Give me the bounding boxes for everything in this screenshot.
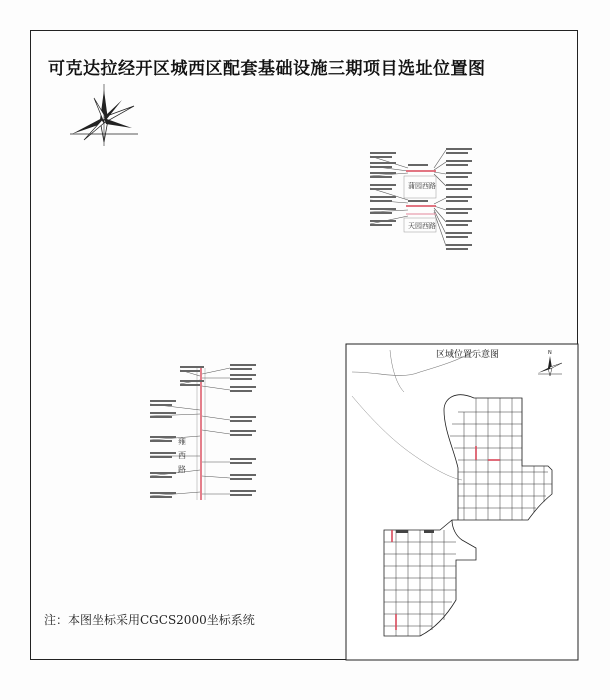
map-title: 可克达拉经开区城西区配套基础设施三期项目选址位置图 — [48, 59, 486, 79]
inset-title: 区域位置示意图 — [436, 350, 500, 360]
site-b-road-char-3: 路 — [178, 465, 186, 474]
site-b-road-char-2: 西 — [178, 451, 186, 460]
site-b-road-char-1: 雍 — [178, 437, 186, 446]
coordinate-note: 注：本图坐标采用CGCS2000坐标系统 — [44, 613, 255, 627]
site-a-road-label-2: 天园西路 — [408, 222, 436, 230]
inset-north-label: N — [548, 350, 552, 356]
site-a-road-label-1: 蒲园西路 — [408, 182, 436, 190]
